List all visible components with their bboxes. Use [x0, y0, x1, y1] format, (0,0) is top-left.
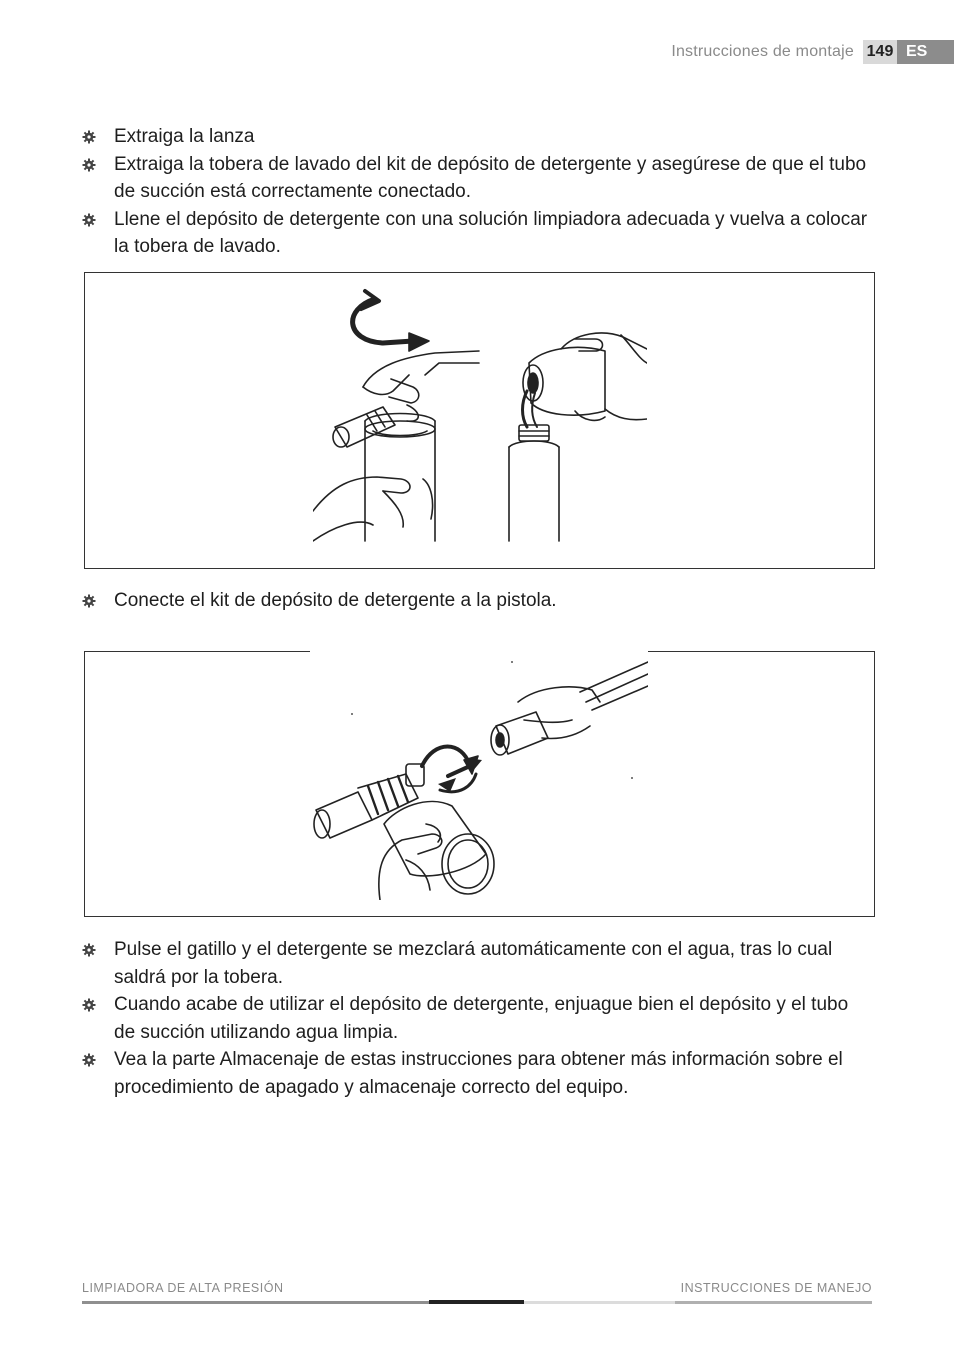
page-number: 149: [863, 40, 897, 64]
list-item: [82, 206, 872, 261]
step-text: Extraiga la tobera de lavado del kit de depósito de detergente y asegúrese de que el tubo de succión está correctamente conectado.: [114, 153, 867, 202]
gear-bullet-icon: [82, 943, 96, 957]
footer-product-name: LIMPIADORA DE ALTA PRESIÓN: [82, 1281, 284, 1295]
step-text: Vea la parte Almacenaje de estas instrucciones para obtener más información sobre el procedimiento de apagado y almacenaje correcto del equipo.: [114, 1049, 843, 1098]
list-item: [82, 151, 872, 206]
gear-bullet-icon: [82, 158, 96, 172]
step-text: Extraiga la lanza: [114, 126, 255, 147]
section-title: Instrucciones de montaje: [671, 43, 854, 60]
list-item: [82, 123, 872, 151]
step-text: Conecte el kit de depósito de detergente a la pistola.: [114, 590, 557, 611]
step-text: Cuando acabe de utilizar el depósito de detergente, enjuague bien el depósito y el tubo de succión utilizando agua limpia.: [114, 994, 849, 1043]
gear-bullet-icon: [82, 213, 96, 227]
language-badge: ES: [897, 40, 954, 64]
footer-document-type: INSTRUCCIONES DE MANEJO: [680, 1281, 872, 1295]
list-item: [82, 936, 872, 991]
footer-rule: [524, 1301, 675, 1304]
curved-arrow-icon: [422, 747, 470, 767]
fill-tank-illustration: [313, 279, 647, 552]
footer-rule: [82, 1301, 429, 1304]
list-item: [82, 587, 872, 615]
footer-rule: [429, 1300, 524, 1304]
steps-list-bottom: [82, 936, 872, 1101]
steps-list-middle: [82, 587, 872, 615]
gear-bullet-icon: [82, 130, 96, 144]
gear-bullet-icon: [82, 594, 96, 608]
gear-bullet-icon: [82, 998, 96, 1012]
step-text: Llene el depósito de detergente con una solución limpiadora adecuada y vuelva a colocar la tobera de lavado.: [114, 208, 868, 257]
footer-rule: [675, 1301, 872, 1304]
list-item: [82, 991, 872, 1046]
steps-list-top: [82, 123, 872, 261]
connect-kit-illustration: [310, 628, 648, 900]
curved-arrow-icon: [353, 299, 413, 343]
gear-bullet-icon: [82, 1053, 96, 1067]
step-text: Pulse el gatillo y el detergente se mezclará automáticamente con el agua, tras lo cual saldrá por la tobera.: [114, 939, 833, 988]
list-item: [82, 1046, 872, 1101]
